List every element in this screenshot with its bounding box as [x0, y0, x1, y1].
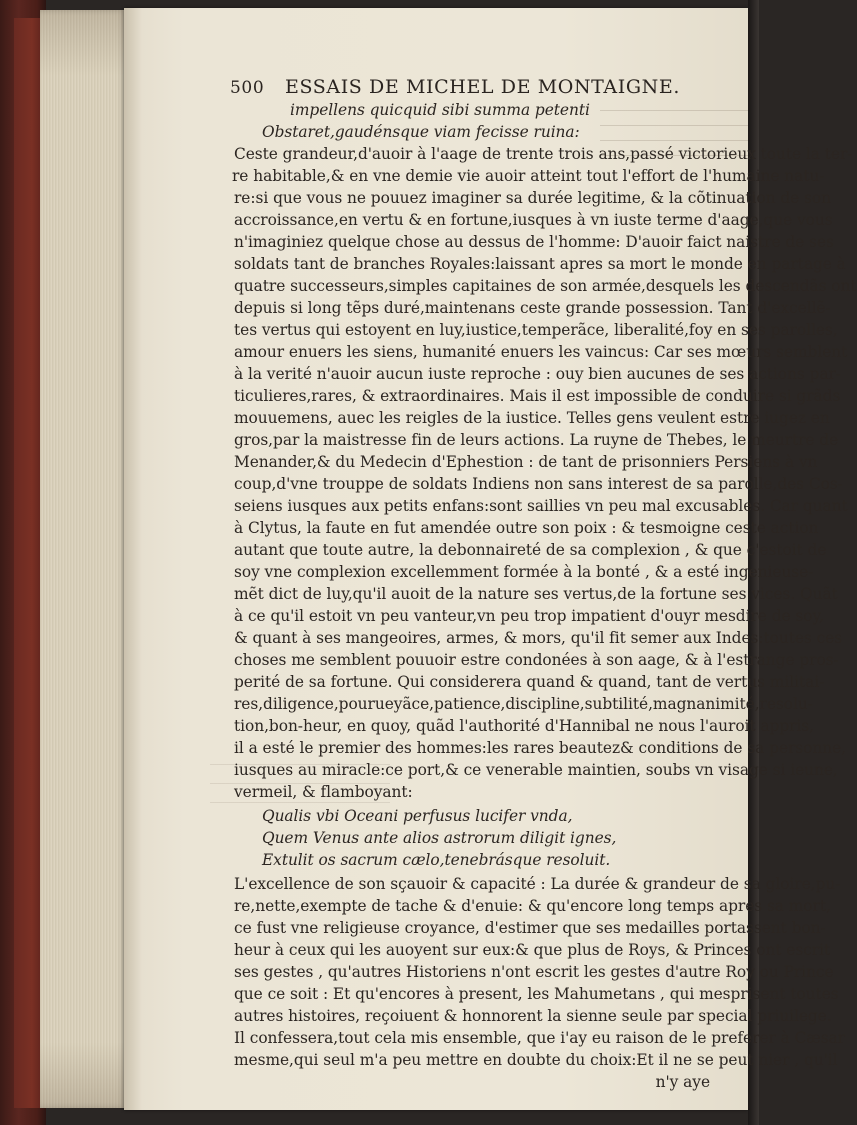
- text-line: autres histoires, reçoiuent & honnorent la sienne seule par special priuilege.: [234, 1007, 832, 1025]
- verse-line: Qualis vbi Oceani perfusus lucifer vnda,: [262, 807, 573, 825]
- text-line: à ce qu'il estoit vn peu vanteur,vn peu trop impatient d'ouyr mesdire de soy,: [234, 607, 824, 625]
- text-line: choses me semblent pouuoir estre condonées à son aage, & à l'estrange pros-: [234, 651, 839, 669]
- text-line: L'excellence de son sçauoir & capacité : La durée & grandeur de sa gloire,pu-: [234, 875, 841, 893]
- text-line: il a esté le premier des hommes:les rares beautez& conditions de sa personne,: [234, 739, 846, 757]
- text-line: que ce soit : Et qu'encores à present, les Mahumetans , qui mesprisent toutes: [234, 985, 839, 1003]
- text-line: seiens iusques aux petits enfans:sont saillies vn peu mal excusables. Car quant: [234, 497, 848, 515]
- text-line: ce fust vne religieuse croyance, d'estimer que ses medailles portassent bon-: [234, 919, 826, 937]
- text-line: coup,d'vne trouppe de soldats Indiens non sans interest de sa parolle,des Cos-: [234, 475, 843, 493]
- running-head: ESSAIS DE MICHEL DE MONTAIGNE.: [285, 76, 680, 98]
- text-line: & quant à ses mangeoires, armes, & mors, qu'il fit semer aux Indes:toutes ces: [234, 629, 843, 647]
- text-line: res,diligence,pourueyãce,patience,discipline,subtilité,magnanimité,resolu-: [234, 695, 813, 713]
- verse-line: Quem Venus ante alios astrorum diligit ignes,: [262, 829, 617, 847]
- text-line: iusques au miracle:ce port,& ce venerable maintien, soubs vn visage si ieune,: [234, 761, 838, 779]
- text-line: Il confessera,tout cela mis ensemble, que i'ay eu raison de le preferer à Cæsar: [234, 1029, 846, 1047]
- text-line: n'imaginiez quelque chose au dessus de l'homme: D'auoir faict naistre de ses: [234, 233, 834, 251]
- text-line: tion,bon-heur, en quoy, quãd l'authorité d'Hannibal ne nous l'auroit appris,: [234, 717, 814, 735]
- text-line: mouuemens, auec les reigles de la iustice. Telles gens veulent estre iugez en: [234, 409, 830, 427]
- text-line: amour enuers les siens, humanité enuers les vaincus: Car ses mœurs semblent: [234, 343, 848, 361]
- text-line: accroissance,en vertu & en fortune,iusques à vn iuste terme d'aage,que vous: [234, 211, 833, 229]
- text-line: soy vne complexion excellemment formée à la bonté , & a esté ingenieuse-: [234, 563, 814, 581]
- text-line: re,nette,exempte de tache & d'enuie: & qu'encore long temps apres sa mort,: [234, 897, 831, 915]
- text-line: re:si que vous ne pouuez imaginer sa durée legitime, & la cõtinuation de son: [234, 189, 831, 207]
- text-line: depuis si long tẽps duré,maintenans ceste grande possession. Tant d'excellẽ-: [234, 299, 831, 317]
- text-line: ticulieres,rares, & extraordinaires. Mais il est impossible de conduire si grãds: [234, 387, 841, 405]
- text-line: autant que toute autre, la debonnaireté de sa complexion , & que c'estoit de: [234, 541, 827, 559]
- text-line: heur à ceux qui les auoyent sur eux:& que plus de Roys, & Princes ont escrit: [234, 941, 831, 959]
- text-line: mesme,qui seul m'a peu mettre en doubte du choix:Et il ne se peut nier , qu'il: [234, 1051, 838, 1069]
- text-line: vermeil, & flamboyant:: [234, 783, 413, 801]
- text-line: ses gestes , qu'autres Historiens n'ont escrit les gestes d'autre Roy ou Prince: [234, 963, 834, 981]
- text-line: à la verité n'auoir aucun iuste reproche : ouy bien aucunes de ses actions par-: [234, 365, 841, 383]
- text-line: gros,par la maistresse fin de leurs actions. La ruyne de Thebes, le meurtre de: [234, 431, 839, 449]
- text-line: à Clytus, la faute en fut amendée outre son poix : & tesmoigne ceste action: [234, 519, 819, 537]
- text-line: re habitable,& en vne demie vie auoir atteint tout l'effort de l'humaine natu-: [232, 167, 825, 185]
- verse-line: impellens quicquid sibi summa petenti: [290, 101, 590, 119]
- text-line: Menander,& du Medecin d'Ephestion : de tant de prisonniers Persiens à vn: [234, 453, 818, 471]
- verse-line: Extulit os sacrum cælo,tenebrásque resoluit.: [262, 851, 611, 869]
- text-line: soldats tant de branches Royales:laissant apres sa mort le monde en partage à: [234, 255, 846, 273]
- text-line: perité de sa fortune. Qui considerera quand & quand, tant de vertus militai-: [234, 673, 825, 691]
- text-line: tes vertus qui estoyent en luy,iustice,temperãce, liberalité,foy en ses parolles,: [234, 321, 838, 339]
- text-line: Ceste grandeur,d'auoir à l'aage de trente trois ans,passé victorieux toute la ter-: [234, 145, 853, 163]
- verse-line: Obstaret,gaudénsque viam fecisse ruina:: [262, 123, 580, 141]
- page-number: 500: [230, 78, 265, 98]
- text-line: quatre successeurs,simples capitaines de son armée,desquels les descendãs ont: [234, 277, 857, 295]
- text-line: mẽt dict de luy,qu'il auoit de la nature ses vertus,de la fortune ses vices. Quãt: [234, 585, 838, 603]
- catchword: n'y aye: [655, 1073, 710, 1091]
